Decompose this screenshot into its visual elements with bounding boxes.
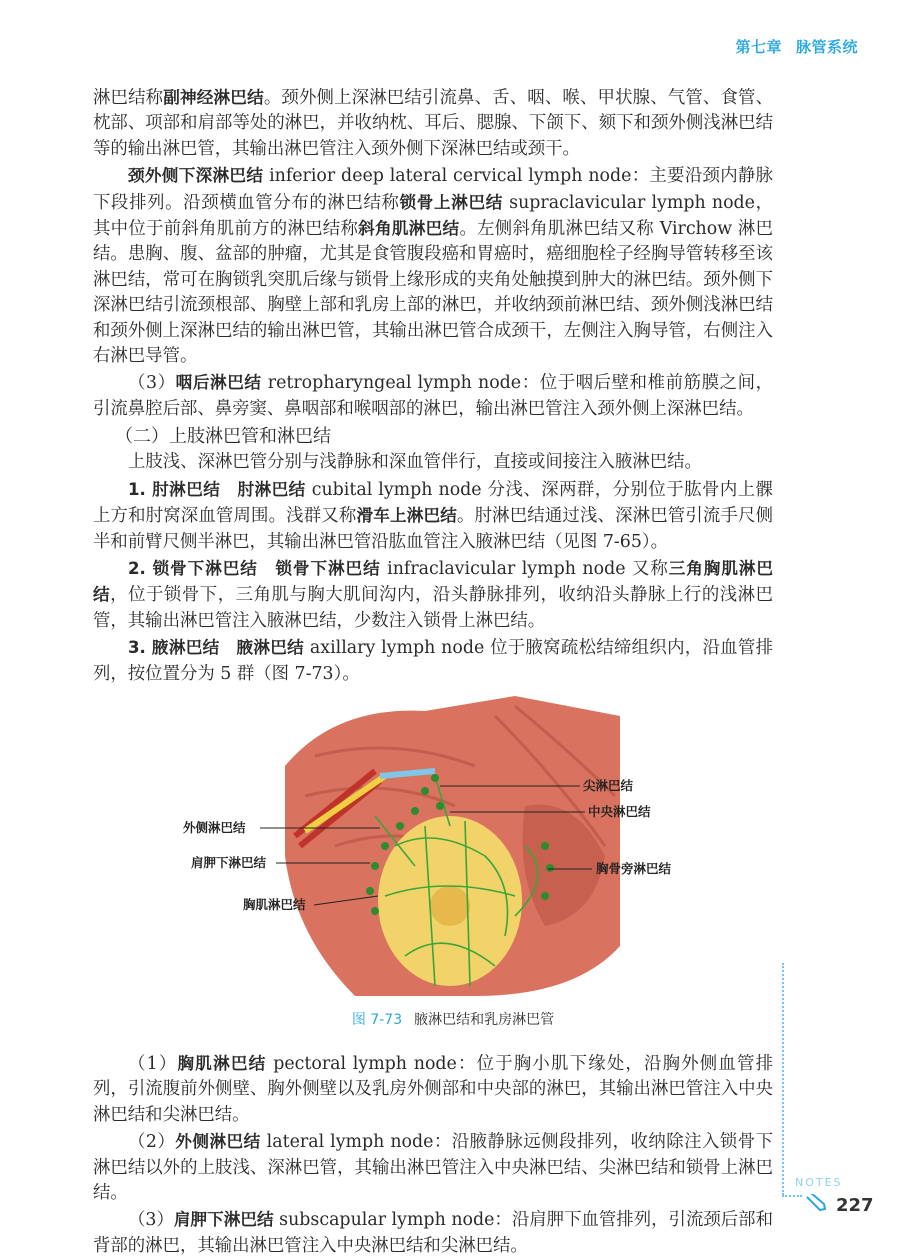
notes-label: NOTES — [795, 1176, 843, 1189]
term-bold: 3. 腋淋巴结 腋淋巴结 — [128, 638, 305, 658]
paragraph — [93, 556, 773, 634]
text-run: axillary lymph node 位于腋窝疏松结缔组织内，沿血管排列，按位置分为 5 群（图 7-73）。 — [93, 638, 773, 684]
page-number: 227 — [836, 1195, 874, 1216]
paragraph — [93, 1207, 773, 1259]
paragraph — [93, 477, 773, 555]
section-heading: （二）上肢淋巴管和淋巴结 — [115, 426, 331, 448]
notes-margin-line — [782, 963, 784, 1195]
text-run: supraclavicular lymph node，其中位于前斜角肌前方的淋巴结称 — [93, 192, 773, 240]
caption-number: 图 7-73 — [351, 1011, 403, 1028]
top-text — [93, 85, 773, 422]
label-lateral: 外侧淋巴结 — [183, 819, 246, 835]
term-bold: 锁骨上淋巴结 — [399, 192, 503, 212]
mid-text — [93, 450, 773, 687]
term-bold: 滑车上淋巴结 — [356, 506, 458, 526]
label-apical: 尖淋巴结 — [583, 777, 634, 793]
text-run: ，位于锁骨下，三角肌与胸大肌间沟内，沿头静脉排列，收纳沿头静脉上行的浅淋巴管，其输出淋巴管注入腋淋巴结，少数注入锁骨上淋巴结。 — [93, 585, 773, 631]
pencil-icon — [804, 1194, 830, 1214]
label-subscapular: 肩胛下淋巴结 — [191, 854, 267, 870]
paragraph — [93, 163, 773, 369]
paragraph — [93, 370, 773, 422]
bottom-text — [93, 1051, 773, 1259]
text-run: retropharyngeal lymph node：位于咽后壁和椎前筋膜之间，引流鼻腔后部、鼻旁窦、鼻咽部和喉咽部的淋巴，输出淋巴管注入颈外侧上深淋巴结。 — [93, 373, 773, 419]
label-central: 中央淋巴结 — [588, 803, 651, 819]
text-run: 。颈外侧上深淋巴结引流鼻、舌、咽、喉、甲状腺、气管、食管、枕部、项部和肩部等处的淋巴，并收纳枕、耳后、腮腺、下颌下、颏下和颈外侧浅淋巴结等的输出淋巴管，其输出淋巴管注入颈外侧下深淋巴结或颈干。 — [93, 88, 773, 159]
term-bold: 副神经淋巴结 — [163, 88, 264, 107]
text-run: 。左侧斜角肌淋巴结又称 Virchow 淋巴结。患胸、腹、盆部的肿瘤，尤其是食管腹段癌和胃癌时，癌细胞栓子经胸导管转移至该淋巴结，常可在胸锁乳突肌后缘与锁骨上缘形成的夹角处触摸到肿大的淋巴结。颈外侧下深淋巴结引流颈根部、胸壁上部和乳房上部的淋巴，并收纳颈前淋巴结、颈外侧浅淋巴结和颈外侧上深淋巴结的输出淋巴管，其输出淋巴管合成颈干，左侧注入胸导管，右侧注入右淋巴导管。 — [93, 219, 773, 367]
caption-title: 腋淋巴结和乳房淋巴管 — [414, 1011, 555, 1028]
text-run: 。肘淋巴结通过浅、深淋巴管引流手尺侧半和前臂尺侧半淋巴，其输出淋巴管沿肱血管注入腋淋巴结（见图 7-65）。 — [93, 506, 773, 552]
term-bold: 肩胛下淋巴结 — [173, 1210, 274, 1230]
paragraph — [93, 1051, 773, 1128]
term-bold: 胸肌淋巴结 — [177, 1053, 267, 1073]
paragraph — [93, 85, 773, 162]
term-bold: 斜角肌淋巴结 — [358, 219, 460, 239]
chapter-number: 第七章 — [735, 38, 782, 56]
term-bold: 1. 肘淋巴结 肘淋巴结 — [128, 479, 306, 499]
chapter-title: 脉管系统 — [795, 38, 858, 56]
term-bold: 咽后淋巴结 — [175, 373, 262, 393]
paragraph — [93, 1129, 773, 1206]
paragraph — [93, 450, 773, 475]
figure-caption — [0, 1011, 906, 1029]
text-run: pectoral lymph node：位于胸小肌下缘处，沿胸外侧血管排列，引流腹前外侧壁、胸外侧壁以及乳房外侧部和中央部的淋巴，其输出淋巴管注入中央淋巴结和尖淋巴结。 — [93, 1053, 773, 1125]
text-run: infraclavicular lymph node 又称 — [380, 558, 669, 579]
text-run: （3） — [128, 1210, 174, 1231]
term-bold: 三角胸肌淋巴结 — [93, 558, 773, 605]
text-run: cubital lymph node 分浅、深两群，分别位于肱骨内上髁上方和肘窝深血管周围。浅群又称 — [93, 479, 773, 527]
label-leader-lines — [93, 693, 773, 1003]
figure-block — [93, 693, 773, 1051]
term-bold: 外侧淋巴结 — [175, 1132, 261, 1152]
text-run: （1） — [128, 1053, 178, 1074]
term-bold: 2. 锁骨下淋巴结 锁骨下淋巴结 — [128, 558, 381, 578]
text-run: 上肢浅、深淋巴管分别与浅静脉和深血管伴行，直接或间接注入腋淋巴结。 — [128, 452, 702, 473]
paragraph — [93, 635, 773, 687]
label-parasternal: 胸骨旁淋巴结 — [596, 860, 672, 876]
text-run: subscapular lymph node：沿肩胛下血管排列，引流颈后部和背部的淋巴，其输出淋巴管注入中央淋巴结和尖淋巴结。 — [93, 1210, 773, 1256]
text-run: （2） — [128, 1132, 176, 1153]
text-run: 淋巴结称 — [93, 88, 164, 108]
notes-divider — [782, 1195, 802, 1197]
text-run: inferior deep lateral cervical lymph node：主要沿颈内静脉下段排列。沿颈横血管分布的淋巴结称 — [93, 166, 774, 213]
running-header — [721, 36, 858, 57]
term-bold: 颈外侧下深淋巴结 — [128, 166, 264, 186]
label-pectoral: 胸肌淋巴结 — [243, 896, 306, 912]
text-run: lateral lymph node：沿腋静脉远侧段排列，收纳除注入锁骨下淋巴结以外的上肢浅、深淋巴管，其输出淋巴管注入中央淋巴结、尖淋巴结和锁骨上淋巴结。 — [93, 1132, 773, 1203]
page-body — [93, 85, 773, 1260]
text-run: （3） — [128, 373, 176, 394]
